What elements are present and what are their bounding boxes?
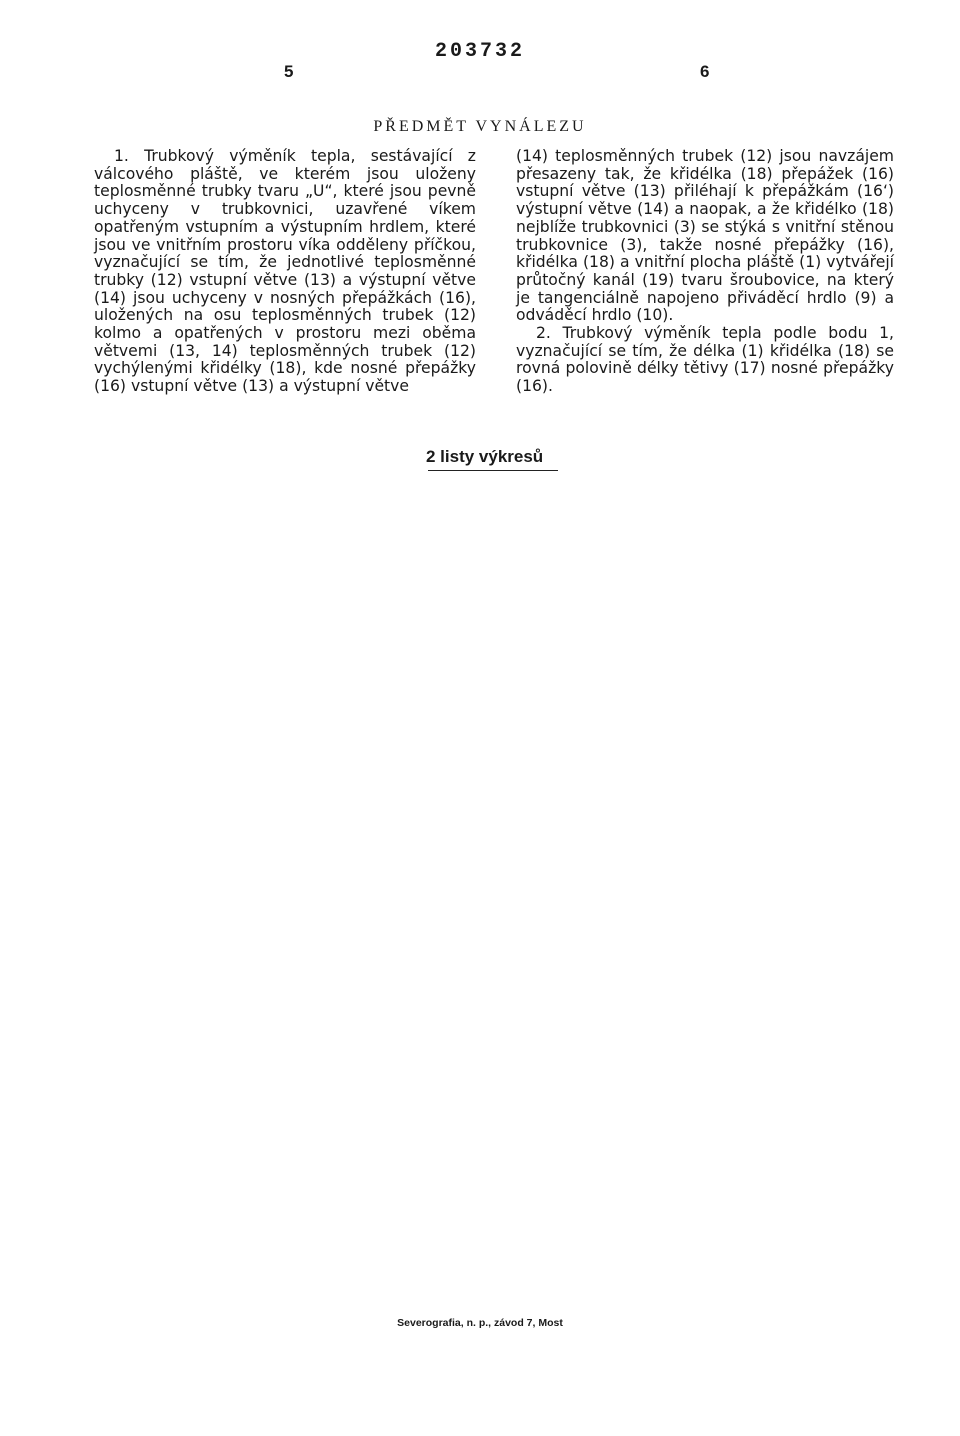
page-number-left: 5: [284, 62, 294, 81]
claims-right-column: [516, 148, 894, 396]
claims-left-column: [94, 148, 476, 396]
section-title: PŘEDMĚT VYNÁLEZU: [373, 118, 587, 135]
page-number-right: 6: [700, 62, 710, 81]
claim-2: 2. Trubkový výměník tepla podle bodu 1, vyznačující se tím, že délka (1) křidélka (18) se rovná polovině délky tětivy (17) nosné přepážky (16).: [516, 324, 894, 396]
printer-imprint: Severografia, n. p., závod 7, Most: [397, 1317, 563, 1329]
patent-number: 203732: [434, 40, 525, 63]
drawing-sheets-note: 2 listy výkresů: [426, 447, 544, 466]
drawing-sheets-rule: [428, 470, 558, 471]
claim-1-start: 1. Trubkový výměník tepla, sestávající z válcového pláště, ve kterém jsou uloženy teplosměnné trubky tvaru „U“, které jsou pevně uchyceny v trubkovnici, uzavřené víkem opatřeným vstupním a výstupním hrdlem, které jsou ve vnitřním prostoru víka odděleny příčkou, vyznačující se tím, že jednotlivé teplosměnné trubky (12) vstupní větve (13) a výstupní větve (14) jsou uchyceny v nosných přepážkách (16), uložených na osu teplosměnných trubek (12) kolmo a opatřených v prostoru mezi oběma větvemi (13, 14) teplosměnných trubek (12) vychýlenými křidélky (18), kde nosné přepážky (16) vstupní větve (13) a výstupní větve: [94, 147, 476, 396]
claim-1-end: (14) teplosměnných trubek (12) jsou navzájem přesazeny tak, že křidélka (18) přepážek (16) vstupní větve (13) přiléhají k přepážkám (16‘) výstupní větve (14) a naopak, a že křidélko (18) nejblíže trubkovnici (3) se stýká s vnitřní stěnou trubkovnice (3), takže nosné přepážky (16), křidélka (18) a vnitřní plocha pláště (1) vytvářejí průtočný kanál (19) tvaru šroubovice, na který je tangenciálně napojeno přiváděcí hrdlo (9) a odváděcí hrdlo (10).: [516, 147, 894, 325]
